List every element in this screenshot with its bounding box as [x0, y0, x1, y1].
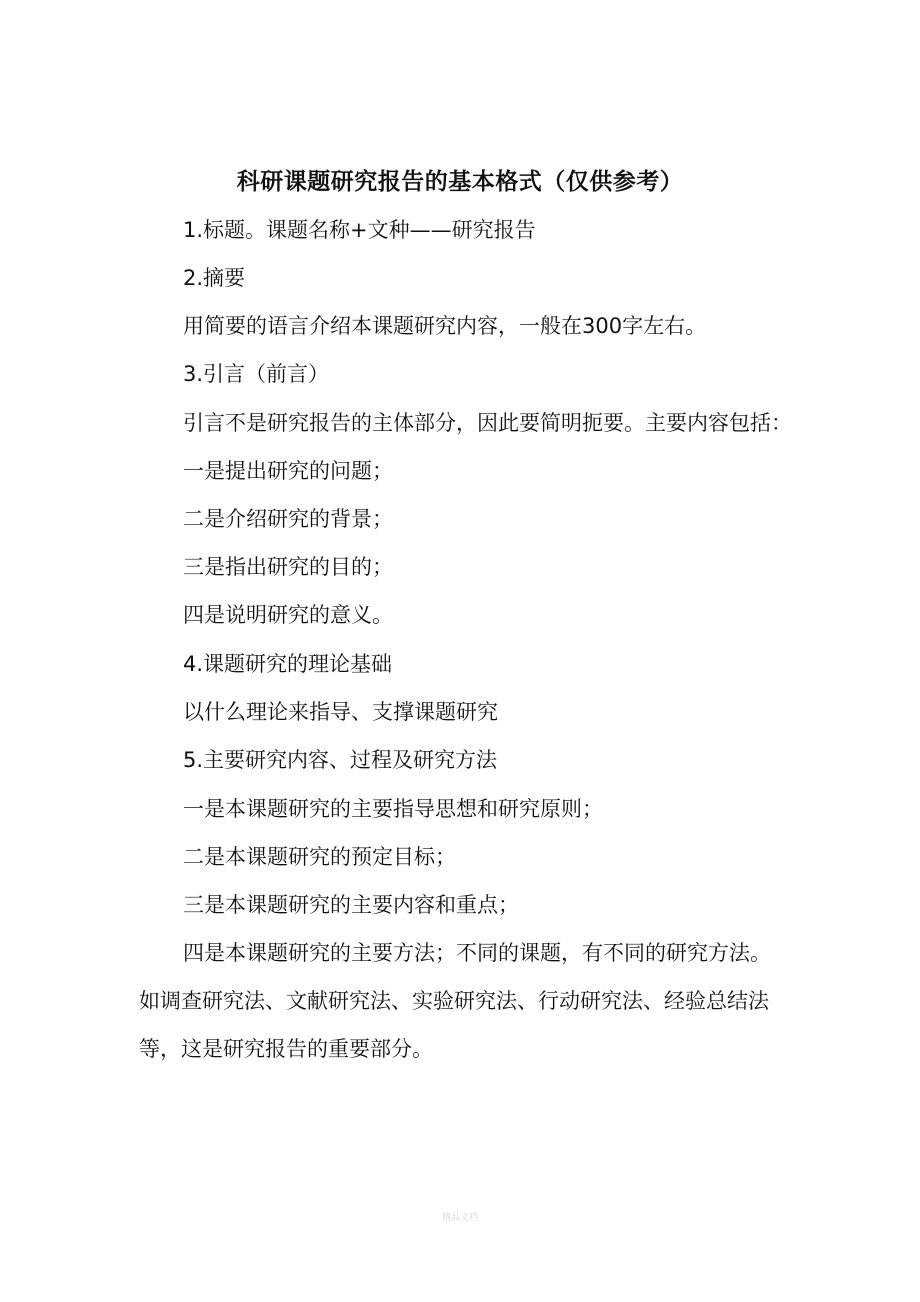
heading-title-section: 1.标题。课题名称+文种——研究报告 [183, 218, 536, 242]
theory-text: 以什么理论来指导、支撑课题研究 [183, 700, 498, 724]
heading-methods: 5.主要研究内容、过程及研究方法 [183, 748, 498, 772]
list-item: 二是本课题研究的预定目标； [183, 845, 456, 869]
list-item: 四是说明研究的意义。 [183, 603, 393, 627]
document-title: 科研课题研究报告的基本格式（仅供参考） [236, 169, 684, 195]
list-item: 一是本课题研究的主要指导思想和研究原则； [183, 797, 603, 821]
heading-introduction: 3.引言（前言） [183, 362, 330, 386]
heading-theory: 4.课题研究的理论基础 [183, 652, 393, 676]
heading-abstract: 2.摘要 [183, 266, 246, 290]
footer-watermark: 精品文档 [441, 1213, 478, 1223]
introduction-text: 引言不是研究报告的主体部分，因此要简明扼要。主要内容包括： [183, 411, 792, 435]
list-item: 一是提出研究的问题； [183, 459, 393, 483]
list-item: 三是指出研究的目的； [183, 555, 393, 579]
list-item: 二是介绍研究的背景； [183, 507, 393, 531]
methods-paragraph: 四是本课题研究的主要方法；不同的课题，有不同的研究方法。如调查研究法、文献研究法、实验研究法、行动研究法、经验总结法等，这是研究报告的重要部分。 [139, 941, 771, 1061]
list-item: 三是本课题研究的主要内容和重点； [183, 893, 519, 917]
abstract-text: 用简要的语言介绍本课题研究内容，一般在300字左右。 [183, 314, 707, 338]
